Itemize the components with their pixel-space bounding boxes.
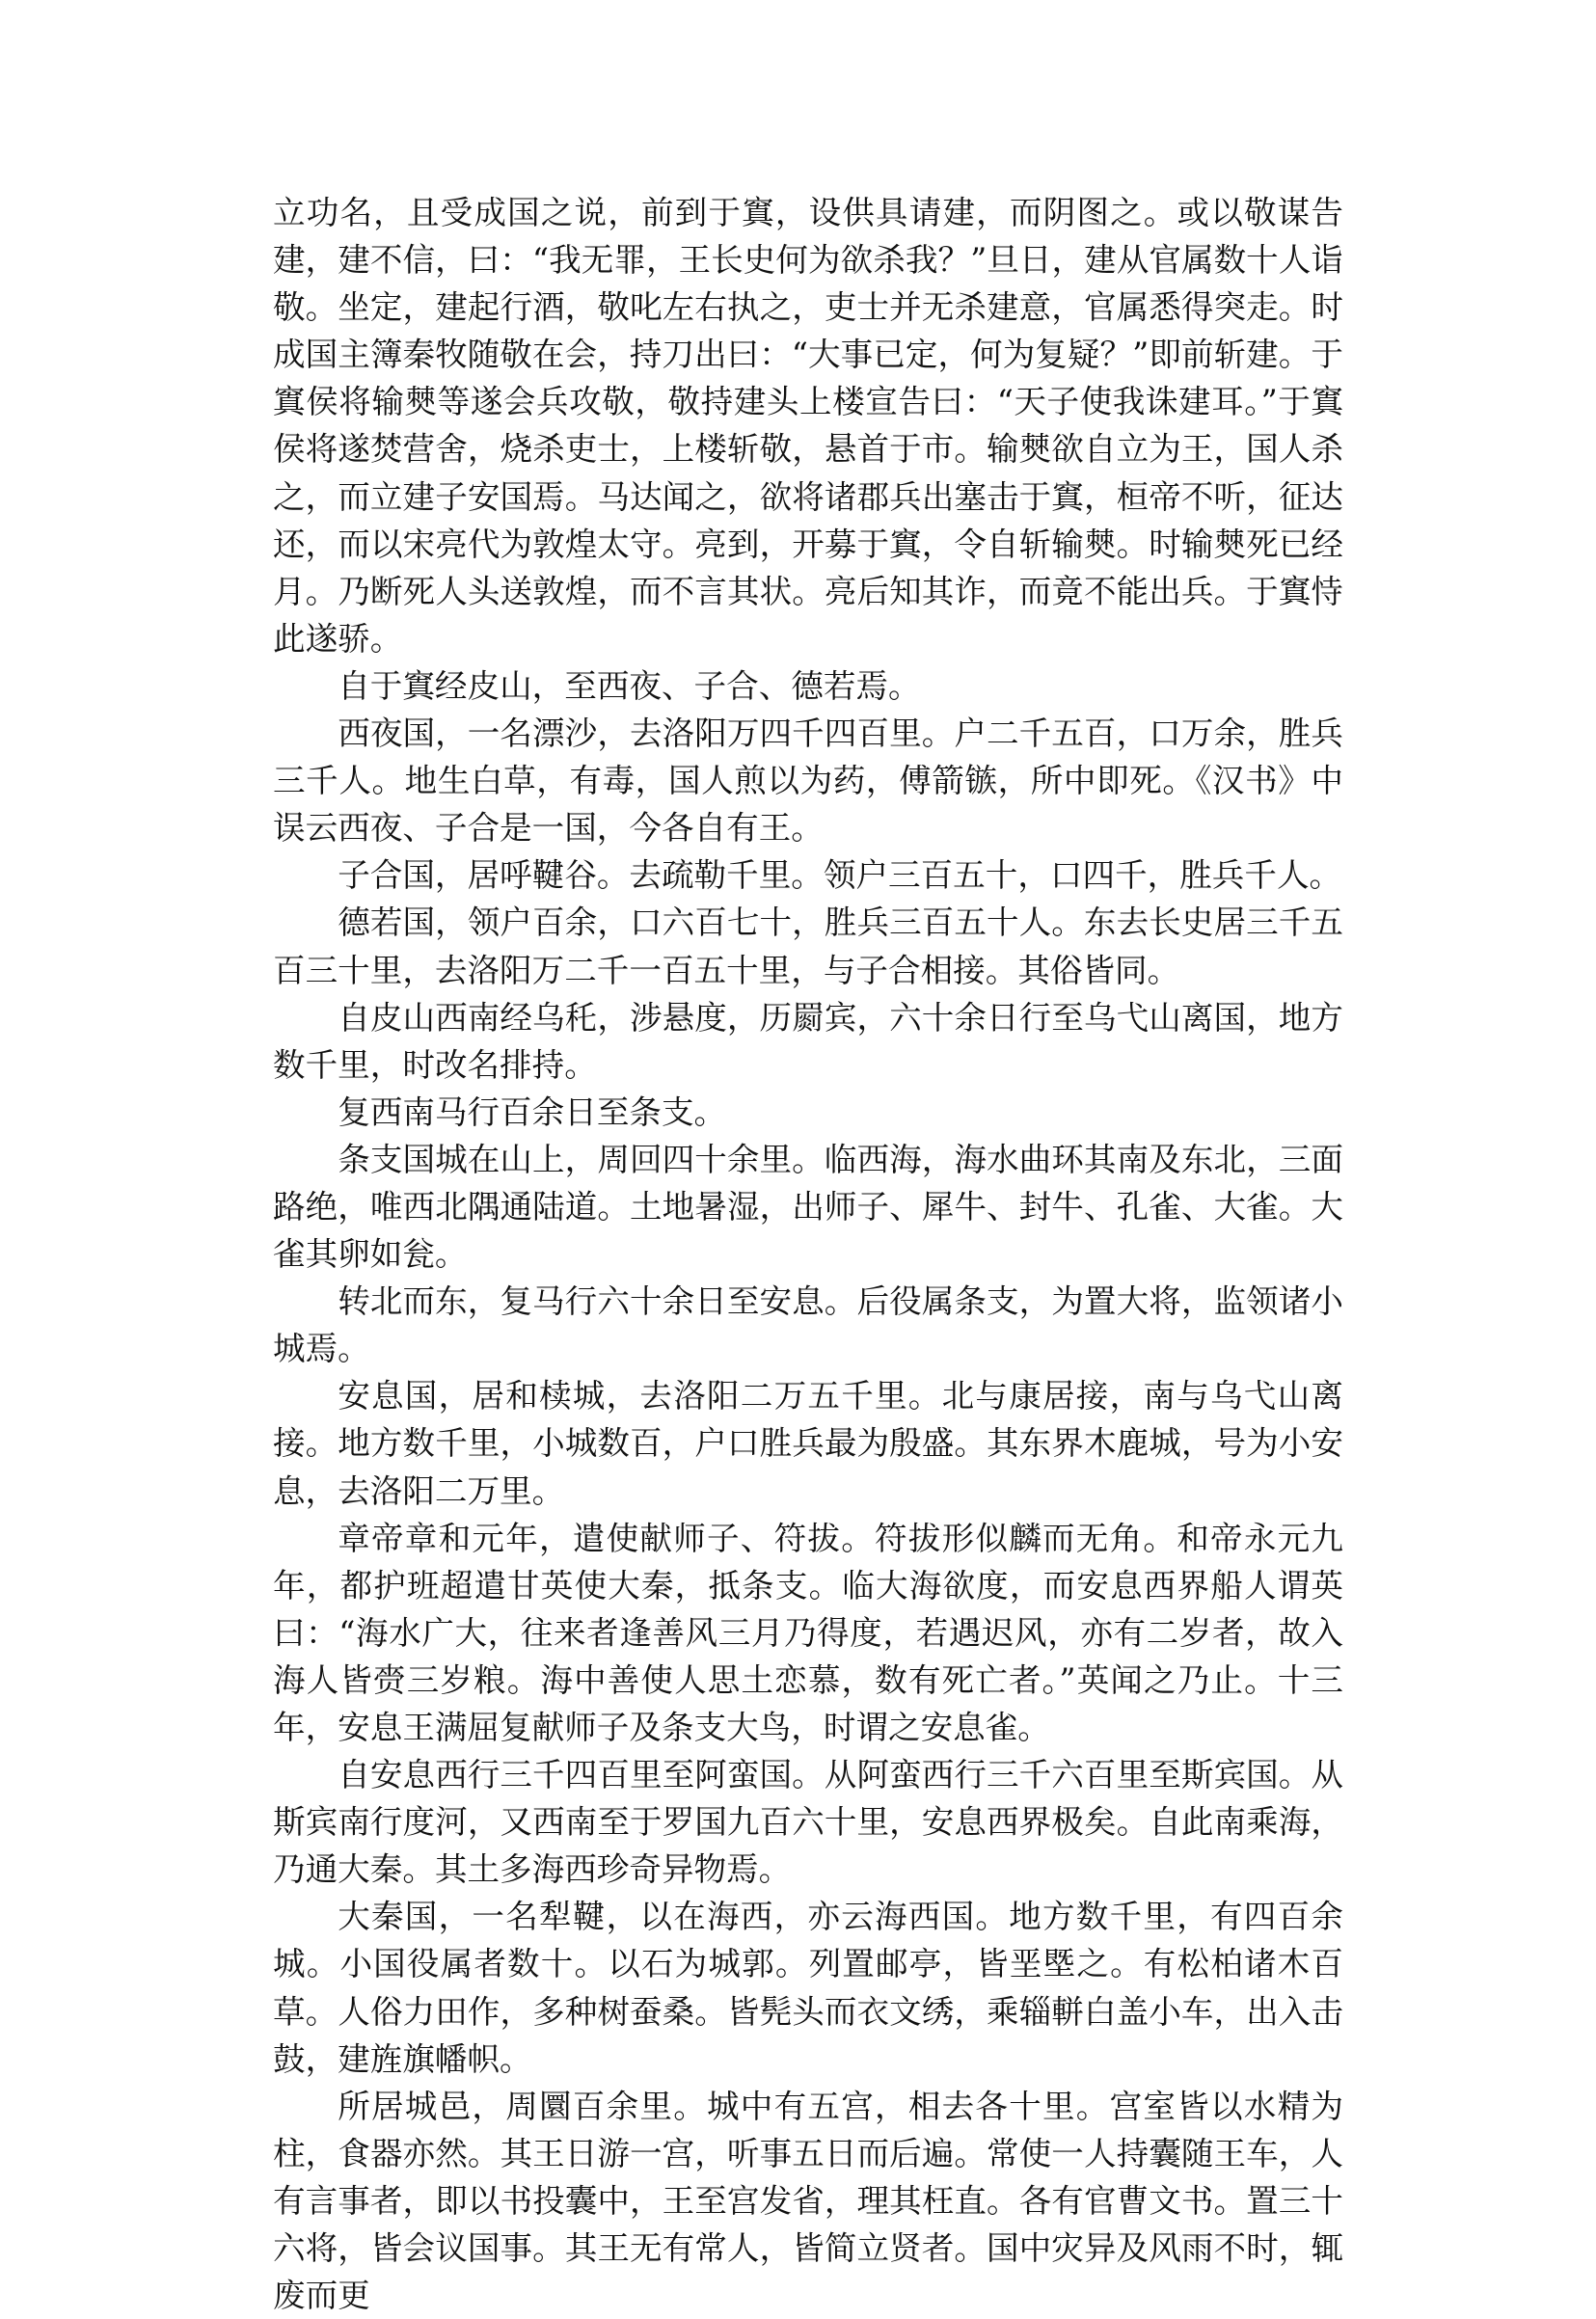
paragraph: 自安息西行三千四百里至阿蛮国。从阿蛮西行三千六百里至斯宾国。从斯宾南行度河，又西南至于罗国九百六十里，安息西界极矣。自此南乘海，乃通大秦。其土多海西珍奇异物焉。 bbox=[273, 1756, 1343, 1889]
paragraph: 大秦国，一名犁鞬，以在海西，亦云海西国。地方数千里，有四百余城。小国役属者数十。以石为城郭。列置邮亭，皆垩塈之。有松柏诸木百草。人俗力田作，多种树蚕桑。皆髡头而衣文绣，乘辎軿白盖小车，出入击鼓，建旌旗幡帜。 bbox=[273, 1898, 1343, 2078]
document-page bbox=[273, 189, 1343, 2319]
paragraph: 复西南马行百余日至条支。 bbox=[338, 1092, 727, 1131]
paragraph: 转北而东，复马行六十余日至安息。后役属条支，为置大将，监领诸小城焉。 bbox=[273, 1282, 1343, 1368]
paragraph: 德若国，领户百余，口六百七十，胜兵三百五十人。东去长史居三千五百三十里，去洛阳万二千一百五十里，与子合相接。其俗皆同。 bbox=[273, 903, 1343, 989]
paragraph: 安息国，居和椟城，去洛阳二万五千里。北与康居接，南与乌弋山离接。地方数千里，小城数百，户口胜兵最为殷盛。其东界木鹿城，号为小安息，去洛阳二万里。 bbox=[273, 1377, 1343, 1510]
paragraph: 自于窴经皮山，至西夜、子合、德若焉。 bbox=[338, 666, 921, 705]
paragraph: 所居城邑，周圜百余里。城中有五宫，相去各十里。宫室皆以水精为柱，食器亦然。其王日游一宫，听事五日而后遍。常使一人持囊随王车，人有言事者，即以书投囊中，王至宫发省，理其枉直。各有官曹文书。置三十六将，皆会议国事。其王无有常人，皆简立贤者。国中灾异及风雨不时，辄废而更 bbox=[273, 2087, 1343, 2315]
paragraph: 西夜国，一名漂沙，去洛阳万四千四百里。户二千五百，口万余，胜兵三千人。地生白草，有毒，国人煎以为药，傅箭镞，所中即死。《汉书》中误云西夜、子合是一国，今各自有王。 bbox=[273, 715, 1343, 848]
paragraph-continuation: 立功名，且受成国之说，前到于窴，设供具请建，而阴图之。或以敬谋告建，建不信，曰：“我无罪，王长史何为欲杀我？”旦日，建从官属数十人诣敬。坐定，建起行酒，敬叱左右执之，吏士并无杀建意，官属悉得突走。时成国主簿秦牧随敬在会，持刀出曰：“大事已定，何为复疑？”即前斩建。于窴侯将输僰等遂会兵攻敬，敬持建头上楼宣告曰：“天子使我诛建耳。”于窴侯将遂焚营舍，烧杀吏士，上楼斩敬，悬首于市。输僰欲自立为王，国人杀之，而立建子安国焉。马达闻之，欲将诸郡兵出塞击于窴，桓帝不听，征达还，而以宋亮代为敦煌太守。亮到，开募于窴，令自斩输僰。时输僰死已经月。乃断死人头送敦煌，而不言其状。亮后知其诈，而竟不能出兵。于窴恃此遂骄。 bbox=[273, 194, 1343, 658]
paragraph: 章帝章和元年，遣使献师子、符拔。符拔形似麟而无角。和帝永元九年，都护班超遣甘英使大秦，抵条支。临大海欲度，而安息西界船人谓英曰：“海水广大，往来者逢善风三月乃得度，若遇迟风，亦有二岁者，故入海人皆赍三岁粮。海中善使人思土恋慕，数有死亡者。”英闻之乃止。十三年，安息王满屈复献师子及条支大鸟，时谓之安息雀。 bbox=[273, 1519, 1343, 1746]
paragraph: 子合国，居呼鞬谷。去疏勒千里。领户三百五十，口四千，胜兵千人。 bbox=[338, 856, 1342, 895]
paragraph: 条支国城在山上，周回四十余里。临西海，海水曲环其南及东北，三面路绝，唯西北隅通陆道。土地暑湿，出师子、犀牛、封牛、孔雀、大雀。大雀其卵如瓮。 bbox=[273, 1140, 1343, 1274]
paragraph: 自皮山西南经乌秅，涉悬度，历罽宾，六十余日行至乌弋山离国，地方数千里，时改名排持。 bbox=[273, 998, 1343, 1084]
